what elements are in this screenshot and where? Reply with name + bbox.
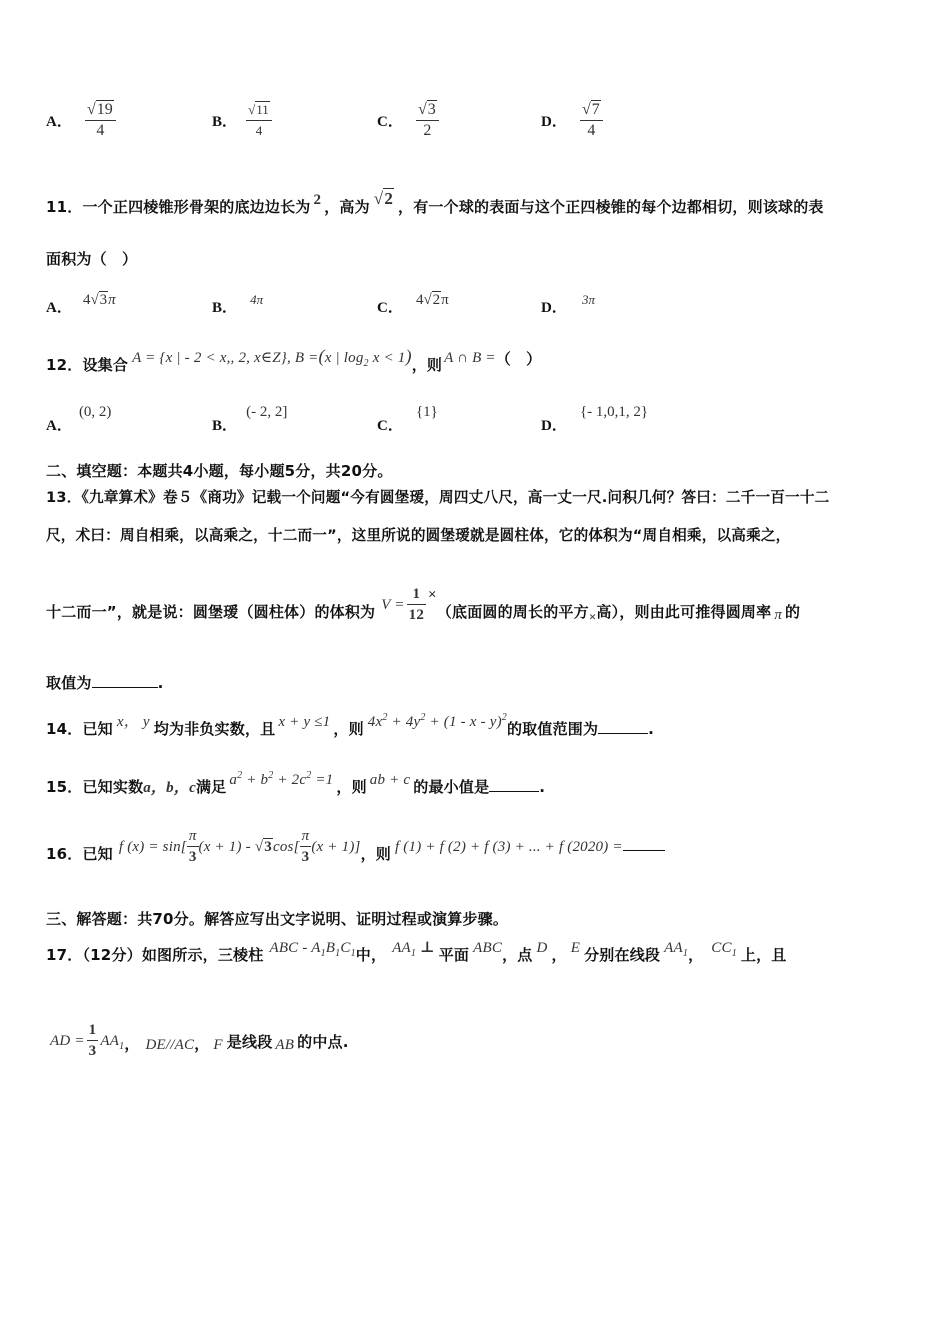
parallel-expression: DE//AC — [145, 1037, 195, 1053]
q11-option-b[interactable] — [212, 288, 264, 316]
q13-text: 的 — [785, 603, 801, 621]
q15-line — [46, 768, 546, 796]
segment-cc1: $CC_1$ — [711, 940, 737, 959]
option-value: {1} — [415, 404, 438, 420]
option-label: B． — [212, 114, 238, 130]
q13-text: （底面圆的周长的平方 — [436, 603, 589, 621]
q13-line2: 尺，术曰：周自相乘，以高乘之，十二而一”，这里所说的圆堡瑷就是圆柱体，它的体积为“周自相乘，以高乘之， — [46, 527, 791, 544]
q11-line2: 面积为（ ） — [46, 250, 138, 268]
q16-text: 16．已知 — [46, 845, 113, 863]
fraction-1-12: $\frac{1}{12}$ — [408, 586, 425, 623]
segment-aa1: $AA_1$ — [392, 940, 417, 959]
q10-option-d[interactable] — [541, 100, 603, 141]
q16-text: ，则 — [360, 845, 391, 863]
q17-text: 的中点. — [297, 1033, 349, 1051]
q17-text: 分别在线段 — [584, 946, 661, 964]
q10-option-b[interactable] — [212, 100, 272, 141]
pi-symbol: π — [774, 607, 783, 623]
option-label: A． — [46, 418, 72, 434]
answer-paren: （ ） — [495, 350, 542, 368]
q11-text: 11．一个正四棱锥形骨架的底边边长为 — [46, 198, 311, 216]
radicand: 19 — [96, 101, 113, 118]
q17-text: 中， — [355, 946, 387, 964]
function-def: cos[ — [273, 839, 300, 855]
q12-line — [46, 346, 542, 374]
q17-text: ， — [551, 946, 567, 964]
option-label: A． — [46, 300, 72, 316]
function-def: (x + 1) - — [198, 839, 251, 855]
q13-text: 高），则由此可推得圆周率 — [596, 603, 772, 621]
section-3-heading: 三、解答题：共70分。解答应写出文字说明、证明过程或演算步骤。 — [46, 910, 509, 928]
denominator: 2 — [423, 122, 432, 139]
q14-line — [46, 710, 655, 738]
option-value: (0, 2) — [78, 404, 112, 420]
option-label: B． — [212, 418, 238, 434]
q11-text: ，有一个球的表面与这个正四棱锥的每个边都相切，则该球的表 — [398, 198, 824, 216]
q12-option-c[interactable] — [377, 400, 438, 434]
q10-option-c[interactable] — [377, 100, 439, 141]
target-expression: $4x^2 + 4y^2 + (1 - x - y)^2$ — [367, 712, 507, 730]
answer-blank[interactable] — [92, 687, 158, 688]
denominator: 4 — [587, 122, 596, 139]
q13-text: 取值为 — [46, 674, 92, 692]
q13-line1: 13．《九章算术》卷５《商功》记载一个问题“今有圆堡瑷，周四丈八尺，高一丈一尺.问积几何？答曰：二千一百一十二 — [46, 489, 830, 506]
radicand: 11 — [256, 102, 269, 117]
fraction: $\frac{√11}{4}$ — [246, 100, 272, 141]
answer-blank[interactable] — [598, 733, 648, 734]
variables: a，b，c — [143, 780, 196, 796]
point-e: E — [570, 940, 581, 956]
brace-right: ) — [405, 346, 412, 366]
fraction-pi-3: $\frac{\pi}{3}$ — [188, 828, 197, 865]
condition: x + y ≤1 — [278, 714, 331, 730]
q17-text: ， — [124, 1035, 140, 1053]
option-label: C． — [377, 300, 403, 316]
q11-option-d[interactable] — [541, 288, 595, 316]
q11-option-a[interactable] — [46, 288, 116, 316]
ad-expression: AD = — [50, 1033, 85, 1049]
q14-text: . — [648, 720, 655, 738]
option-label: D． — [541, 300, 567, 316]
denominator: 4 — [255, 123, 263, 138]
fraction: $\frac{√19}{4}$ — [85, 100, 116, 141]
function-def: f (x) = sin[ — [118, 839, 187, 855]
sqrt-3: √3 — [254, 839, 272, 855]
segment-aa1: $AA_1$ — [100, 1033, 125, 1052]
option-value: 4π — [250, 292, 264, 307]
intersection-expr: A ∩ B = — [444, 350, 496, 366]
segment-ab: AB — [275, 1037, 295, 1053]
fraction-pi-3: $\frac{\pi}{3}$ — [301, 828, 310, 865]
prism-name: ABC - $A_1B_1C_1$ — [269, 940, 356, 959]
times-sign: × — [428, 587, 437, 603]
segment-aa1: $AA_1$ — [664, 940, 689, 959]
q11-text: ，高为 — [324, 198, 370, 216]
option-label: D． — [541, 114, 567, 130]
answer-blank[interactable] — [623, 850, 665, 851]
q13-text: . — [157, 674, 164, 692]
q11-line1 — [46, 189, 824, 217]
point-f: F — [213, 1037, 223, 1053]
q17-text: 是线段 — [226, 1033, 273, 1051]
target-expression: ab + c — [369, 772, 411, 788]
radicand: 3 — [427, 101, 436, 118]
radicand: 7 — [591, 101, 600, 118]
q10-option-a[interactable] — [46, 100, 116, 141]
condition: $a^2 + b^2 + 2c^2 =1$ — [229, 770, 334, 788]
option-label: C． — [377, 418, 403, 434]
q17-text: ，点 — [502, 946, 533, 964]
q13-line4 — [46, 672, 164, 693]
q12-text: ，则 — [411, 356, 443, 374]
brace-left: ( — [318, 346, 325, 366]
q14-text: 的取值范围为 — [506, 720, 599, 738]
q17-line1 — [46, 936, 787, 964]
q17-text: ， — [688, 946, 704, 964]
q14-text: 均为非负实数，且 — [153, 720, 276, 738]
option-label: C． — [377, 114, 403, 130]
fraction: $\frac{√3}{2}$ — [416, 100, 439, 141]
option-label: A． — [46, 114, 72, 130]
set-a-expression: A = {x | - 2 < x,, 2, x∈Z}, B = — [132, 350, 319, 366]
q12-option-b[interactable] — [212, 400, 288, 434]
set-b-expression: x | $\log_2 x < 1$ — [324, 350, 406, 369]
fraction: $\frac{√7}{4}$ — [580, 100, 603, 141]
variables: x， y — [116, 714, 150, 730]
q15-text: 的最小值是 — [413, 778, 490, 796]
option-value: 4√3π — [82, 292, 116, 308]
volume-symbol: V = — [381, 597, 405, 613]
q15-text: ，则 — [336, 778, 367, 796]
q17-text: 上，且 — [740, 946, 787, 964]
q16-line — [46, 826, 665, 867]
q17-text: ， — [194, 1035, 210, 1053]
q17-text: 17．（12分）如图所示，三棱柱 — [46, 946, 264, 964]
q12-option-d[interactable] — [541, 400, 649, 434]
q14-text: ，则 — [333, 720, 364, 738]
q13-line3 — [46, 584, 800, 625]
option-value: 4√2π — [415, 292, 449, 308]
answer-blank[interactable] — [489, 791, 539, 792]
option-label: B． — [212, 300, 238, 316]
denominator: 4 — [96, 122, 105, 139]
sum-expression: f (1) + f (2) + f (3) + ... + f (2020) = — [394, 839, 623, 855]
option-value: (- 2, 2] — [246, 404, 288, 420]
option-value: 3π — [581, 292, 595, 307]
option-value: {- 1,0,1, 2} — [579, 404, 649, 420]
height-value: √2 — [373, 189, 394, 208]
perpendicular-sign: ⊥ — [420, 940, 435, 956]
q15-text: 15．已知实数 — [46, 778, 144, 796]
section-2-heading: 二、填空题：本题共4小题，每小题5分，共20分。 — [46, 462, 393, 480]
q17-text: 平面 — [438, 946, 470, 964]
times-sign: × — [588, 609, 597, 624]
fraction-1-3: $\frac{1}{3}$ — [88, 1022, 97, 1059]
side-length: 2 — [313, 192, 322, 208]
q15-text: 满足 — [195, 778, 227, 796]
point-d: D — [536, 940, 548, 956]
q14-text: 14．已知 — [46, 720, 113, 738]
function-def: (x + 1)] — [311, 839, 361, 855]
q12-option-a[interactable] — [46, 400, 112, 434]
q11-option-c[interactable] — [377, 288, 449, 316]
option-label: D． — [541, 418, 567, 434]
q13-text: 十二而一”，就是说：圆堡瑷（圆柱体）的体积为 — [46, 603, 376, 621]
q17-line2 — [50, 1020, 349, 1061]
plane-abc: ABC — [473, 940, 503, 956]
q15-text: . — [539, 778, 546, 796]
q12-text: 12．设集合 — [46, 356, 129, 374]
